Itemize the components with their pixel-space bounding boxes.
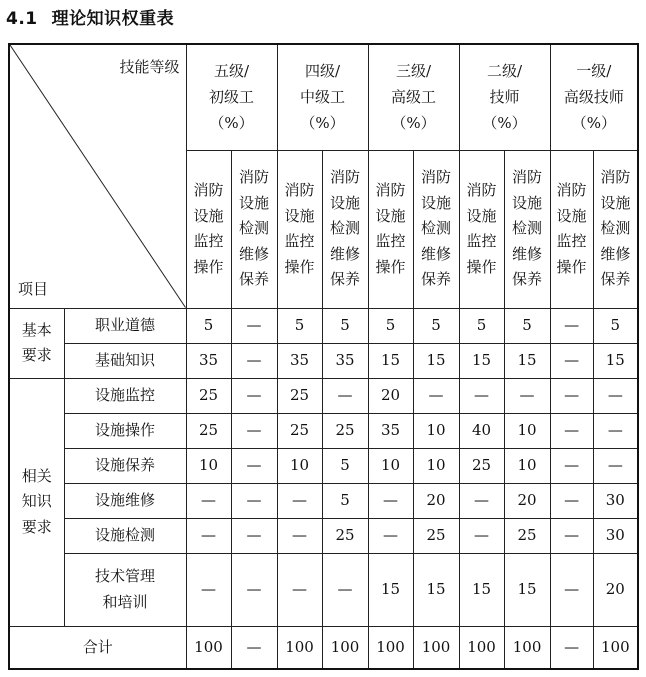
weight-cell: 10 <box>186 448 231 483</box>
weight-cell: 20 <box>504 483 550 518</box>
weight-cell: 15 <box>459 343 504 378</box>
weight-cell: — <box>413 378 459 413</box>
job-header-monitor-operate: 消防 设施 监控 操作 <box>186 150 231 308</box>
total-row <box>9 626 638 669</box>
weight-cell: — <box>593 378 638 413</box>
weight-cell: 25 <box>186 413 231 448</box>
level-header-2: 二级/ 技师 （%） <box>459 44 550 150</box>
total-cell: 100 <box>277 626 322 669</box>
weight-cell: — <box>550 308 593 343</box>
total-cell: 100 <box>504 626 550 669</box>
weight-cell: 5 <box>593 308 638 343</box>
job-header-inspect-maintain: 消防 设施 检测 维修 保养 <box>504 150 550 308</box>
weight-cell: 25 <box>322 413 368 448</box>
weight-cell: 5 <box>322 448 368 483</box>
weight-cell: 5 <box>322 308 368 343</box>
section-title-text: 理论知识权重表 <box>51 9 175 29</box>
total-cell: 100 <box>413 626 459 669</box>
weight-cell: — <box>277 518 322 553</box>
weight-cell: — <box>550 378 593 413</box>
weight-cell: — <box>231 448 277 483</box>
weight-cell: 5 <box>277 308 322 343</box>
weight-table <box>8 43 639 670</box>
weight-cell: 15 <box>504 343 550 378</box>
weight-cell: 5 <box>459 308 504 343</box>
total-cell: 100 <box>459 626 504 669</box>
weight-cell: 15 <box>459 553 504 626</box>
weight-cell: 5 <box>504 308 550 343</box>
table-row <box>9 448 638 483</box>
weight-cell: — <box>368 483 413 518</box>
level-header-1: 一级/ 高级技师 （%） <box>550 44 638 150</box>
weight-cell: 15 <box>593 343 638 378</box>
weight-cell: — <box>186 518 231 553</box>
weight-cell: 25 <box>413 518 459 553</box>
level-header-5: 五级/ 初级工 （%） <box>186 44 277 150</box>
weight-cell: — <box>186 483 231 518</box>
weight-cell: — <box>550 448 593 483</box>
weight-cell: — <box>277 553 322 626</box>
weight-cell: 25 <box>504 518 550 553</box>
weight-cell: — <box>459 378 504 413</box>
weight-cell: — <box>231 483 277 518</box>
table-row <box>9 518 638 553</box>
weight-cell: — <box>231 308 277 343</box>
section-number: 4.1 <box>6 9 38 29</box>
group-basic-requirements: 基本 要求 <box>9 308 64 378</box>
row-label: 设施检测 <box>64 518 186 553</box>
weight-cell: 30 <box>593 518 638 553</box>
weight-cell: — <box>459 518 504 553</box>
level-header-3: 三级/ 高级工 （%） <box>368 44 459 150</box>
weight-cell: 15 <box>413 553 459 626</box>
row-label: 设施维修 <box>64 483 186 518</box>
section-title <box>6 4 174 29</box>
weight-cell: 15 <box>368 343 413 378</box>
total-cell: 100 <box>593 626 638 669</box>
row-label: 职业道德 <box>64 308 186 343</box>
weight-cell: — <box>550 553 593 626</box>
weight-cell: — <box>231 343 277 378</box>
job-header-inspect-maintain: 消防 设施 检测 维修 保养 <box>593 150 638 308</box>
diagonal-line <box>10 45 186 308</box>
row-label: 技术管理 和培训 <box>64 553 186 626</box>
job-header-inspect-maintain: 消防 设施 检测 维修 保养 <box>413 150 459 308</box>
weight-cell: — <box>550 413 593 448</box>
weight-cell: 5 <box>322 483 368 518</box>
weight-cell: — <box>550 483 593 518</box>
row-label: 设施操作 <box>64 413 186 448</box>
weight-cell: 40 <box>459 413 504 448</box>
weight-cell: 10 <box>413 448 459 483</box>
weight-cell: 10 <box>504 413 550 448</box>
table-row <box>9 378 638 413</box>
weight-cell: 10 <box>368 448 413 483</box>
weight-cell: — <box>459 483 504 518</box>
weight-cell: 25 <box>322 518 368 553</box>
weight-cell: 5 <box>413 308 459 343</box>
weight-cell: 5 <box>186 308 231 343</box>
weight-cell: 35 <box>277 343 322 378</box>
weight-cell: 10 <box>413 413 459 448</box>
total-label: 合计 <box>9 626 186 669</box>
corner-header-cell <box>9 44 186 308</box>
weight-cell: — <box>322 378 368 413</box>
weight-cell: 20 <box>413 483 459 518</box>
table-row <box>9 343 638 378</box>
total-cell: 100 <box>368 626 413 669</box>
weight-cell: — <box>322 553 368 626</box>
weight-cell: — <box>186 553 231 626</box>
weight-cell: — <box>231 378 277 413</box>
total-cell: — <box>550 626 593 669</box>
job-header-inspect-maintain: 消防 设施 检测 维修 保养 <box>231 150 277 308</box>
item-label: 项目 <box>18 280 49 299</box>
weight-cell: 5 <box>368 308 413 343</box>
table-row <box>9 483 638 518</box>
weight-cell: — <box>550 343 593 378</box>
table-row <box>9 413 638 448</box>
weight-cell: — <box>593 413 638 448</box>
weight-cell: 35 <box>186 343 231 378</box>
weight-cell: — <box>593 448 638 483</box>
weight-cell: — <box>504 378 550 413</box>
row-label: 设施监控 <box>64 378 186 413</box>
weight-cell: — <box>231 518 277 553</box>
weight-cell: — <box>231 553 277 626</box>
total-cell: 100 <box>186 626 231 669</box>
level-header-4: 四级/ 中级工 （%） <box>277 44 368 150</box>
row-label: 基础知识 <box>64 343 186 378</box>
job-header-monitor-operate: 消防 设施 监控 操作 <box>459 150 504 308</box>
total-cell: 100 <box>322 626 368 669</box>
weight-cell: 25 <box>277 378 322 413</box>
skill-level-label: 技能等级 <box>119 58 180 76</box>
weight-cell: 30 <box>593 483 638 518</box>
weight-cell: 25 <box>186 378 231 413</box>
weight-cell: 25 <box>277 413 322 448</box>
table-row <box>9 308 638 343</box>
group-related-knowledge: 相关 知识 要求 <box>9 378 64 626</box>
weight-cell: 35 <box>322 343 368 378</box>
table-row <box>9 553 638 626</box>
total-cell: — <box>231 626 277 669</box>
row-label: 设施保养 <box>64 448 186 483</box>
weight-cell: 35 <box>368 413 413 448</box>
weight-cell: 10 <box>504 448 550 483</box>
weight-cell: 10 <box>277 448 322 483</box>
weight-cell: 15 <box>504 553 550 626</box>
weight-cell: — <box>550 518 593 553</box>
weight-cell: 20 <box>593 553 638 626</box>
weight-cell: 15 <box>368 553 413 626</box>
job-header-monitor-operate: 消防 设施 监控 操作 <box>277 150 322 308</box>
weight-cell: — <box>277 483 322 518</box>
weight-cell: 20 <box>368 378 413 413</box>
job-header-inspect-maintain: 消防 设施 检测 维修 保养 <box>322 150 368 308</box>
job-header-monitor-operate: 消防 设施 监控 操作 <box>550 150 593 308</box>
weight-cell: 25 <box>459 448 504 483</box>
weight-cell: 15 <box>413 343 459 378</box>
weight-cell: — <box>368 518 413 553</box>
job-header-monitor-operate: 消防 设施 监控 操作 <box>368 150 413 308</box>
weight-cell: — <box>231 413 277 448</box>
